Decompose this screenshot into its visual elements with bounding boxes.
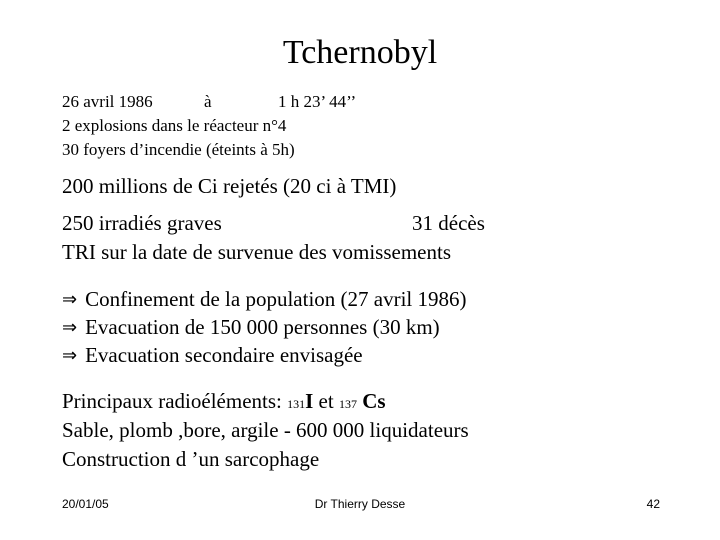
iodine-mass-number: 131: [287, 397, 306, 411]
sarcophagus-text: Construction d ’un sarcophage: [62, 447, 320, 471]
materials-text: Sable, plomb ,bore, argile - 600 000 liquidateurs: [62, 418, 469, 442]
footer-author: Dr Thierry Desse: [314, 497, 406, 511]
page-number: 42: [646, 497, 660, 511]
radioelements-conjunction: et: [318, 389, 334, 413]
action-item: [62, 287, 467, 312]
fires-text: 30 foyers d’incendie (éteints à 5h): [62, 140, 295, 159]
event-at: à: [204, 92, 212, 111]
action-item: [62, 315, 440, 340]
slide-title: Tchernobyl: [282, 34, 438, 71]
irradiated-text: 250 irradiés graves: [62, 211, 222, 235]
implies-arrow-icon: ⇒: [62, 345, 78, 366]
deaths-text: 31 décès: [412, 211, 485, 235]
action-item: [62, 343, 363, 368]
implies-arrow-icon: ⇒: [62, 317, 78, 338]
explosions-text: 2 explosions dans le réacteur n°4: [62, 116, 287, 135]
action-item-label: Evacuation de 150 000 personnes (30 km): [85, 315, 440, 339]
radioelements-line: [62, 389, 386, 414]
event-time: 1 h 23’ 44’’: [278, 92, 357, 111]
radioelements-label: Principaux radioéléments:: [62, 389, 282, 413]
tri-text: TRI sur la date de survenue des vomissements: [62, 240, 451, 264]
action-item-label: Evacuation secondaire envisagée: [85, 343, 363, 367]
action-item-label: Confinement de la population (27 avril 1986): [85, 287, 467, 311]
cesium-symbol: Cs: [362, 389, 386, 413]
iodine-symbol: I: [305, 389, 314, 413]
curies-text: 200 millions de Ci rejetés (20 ci à TMI): [62, 174, 397, 198]
implies-arrow-icon: ⇒: [62, 289, 78, 310]
event-date: 26 avril 1986: [62, 92, 153, 111]
cesium-mass-number: 137: [338, 397, 357, 411]
footer-date: 20/01/05: [62, 497, 109, 511]
